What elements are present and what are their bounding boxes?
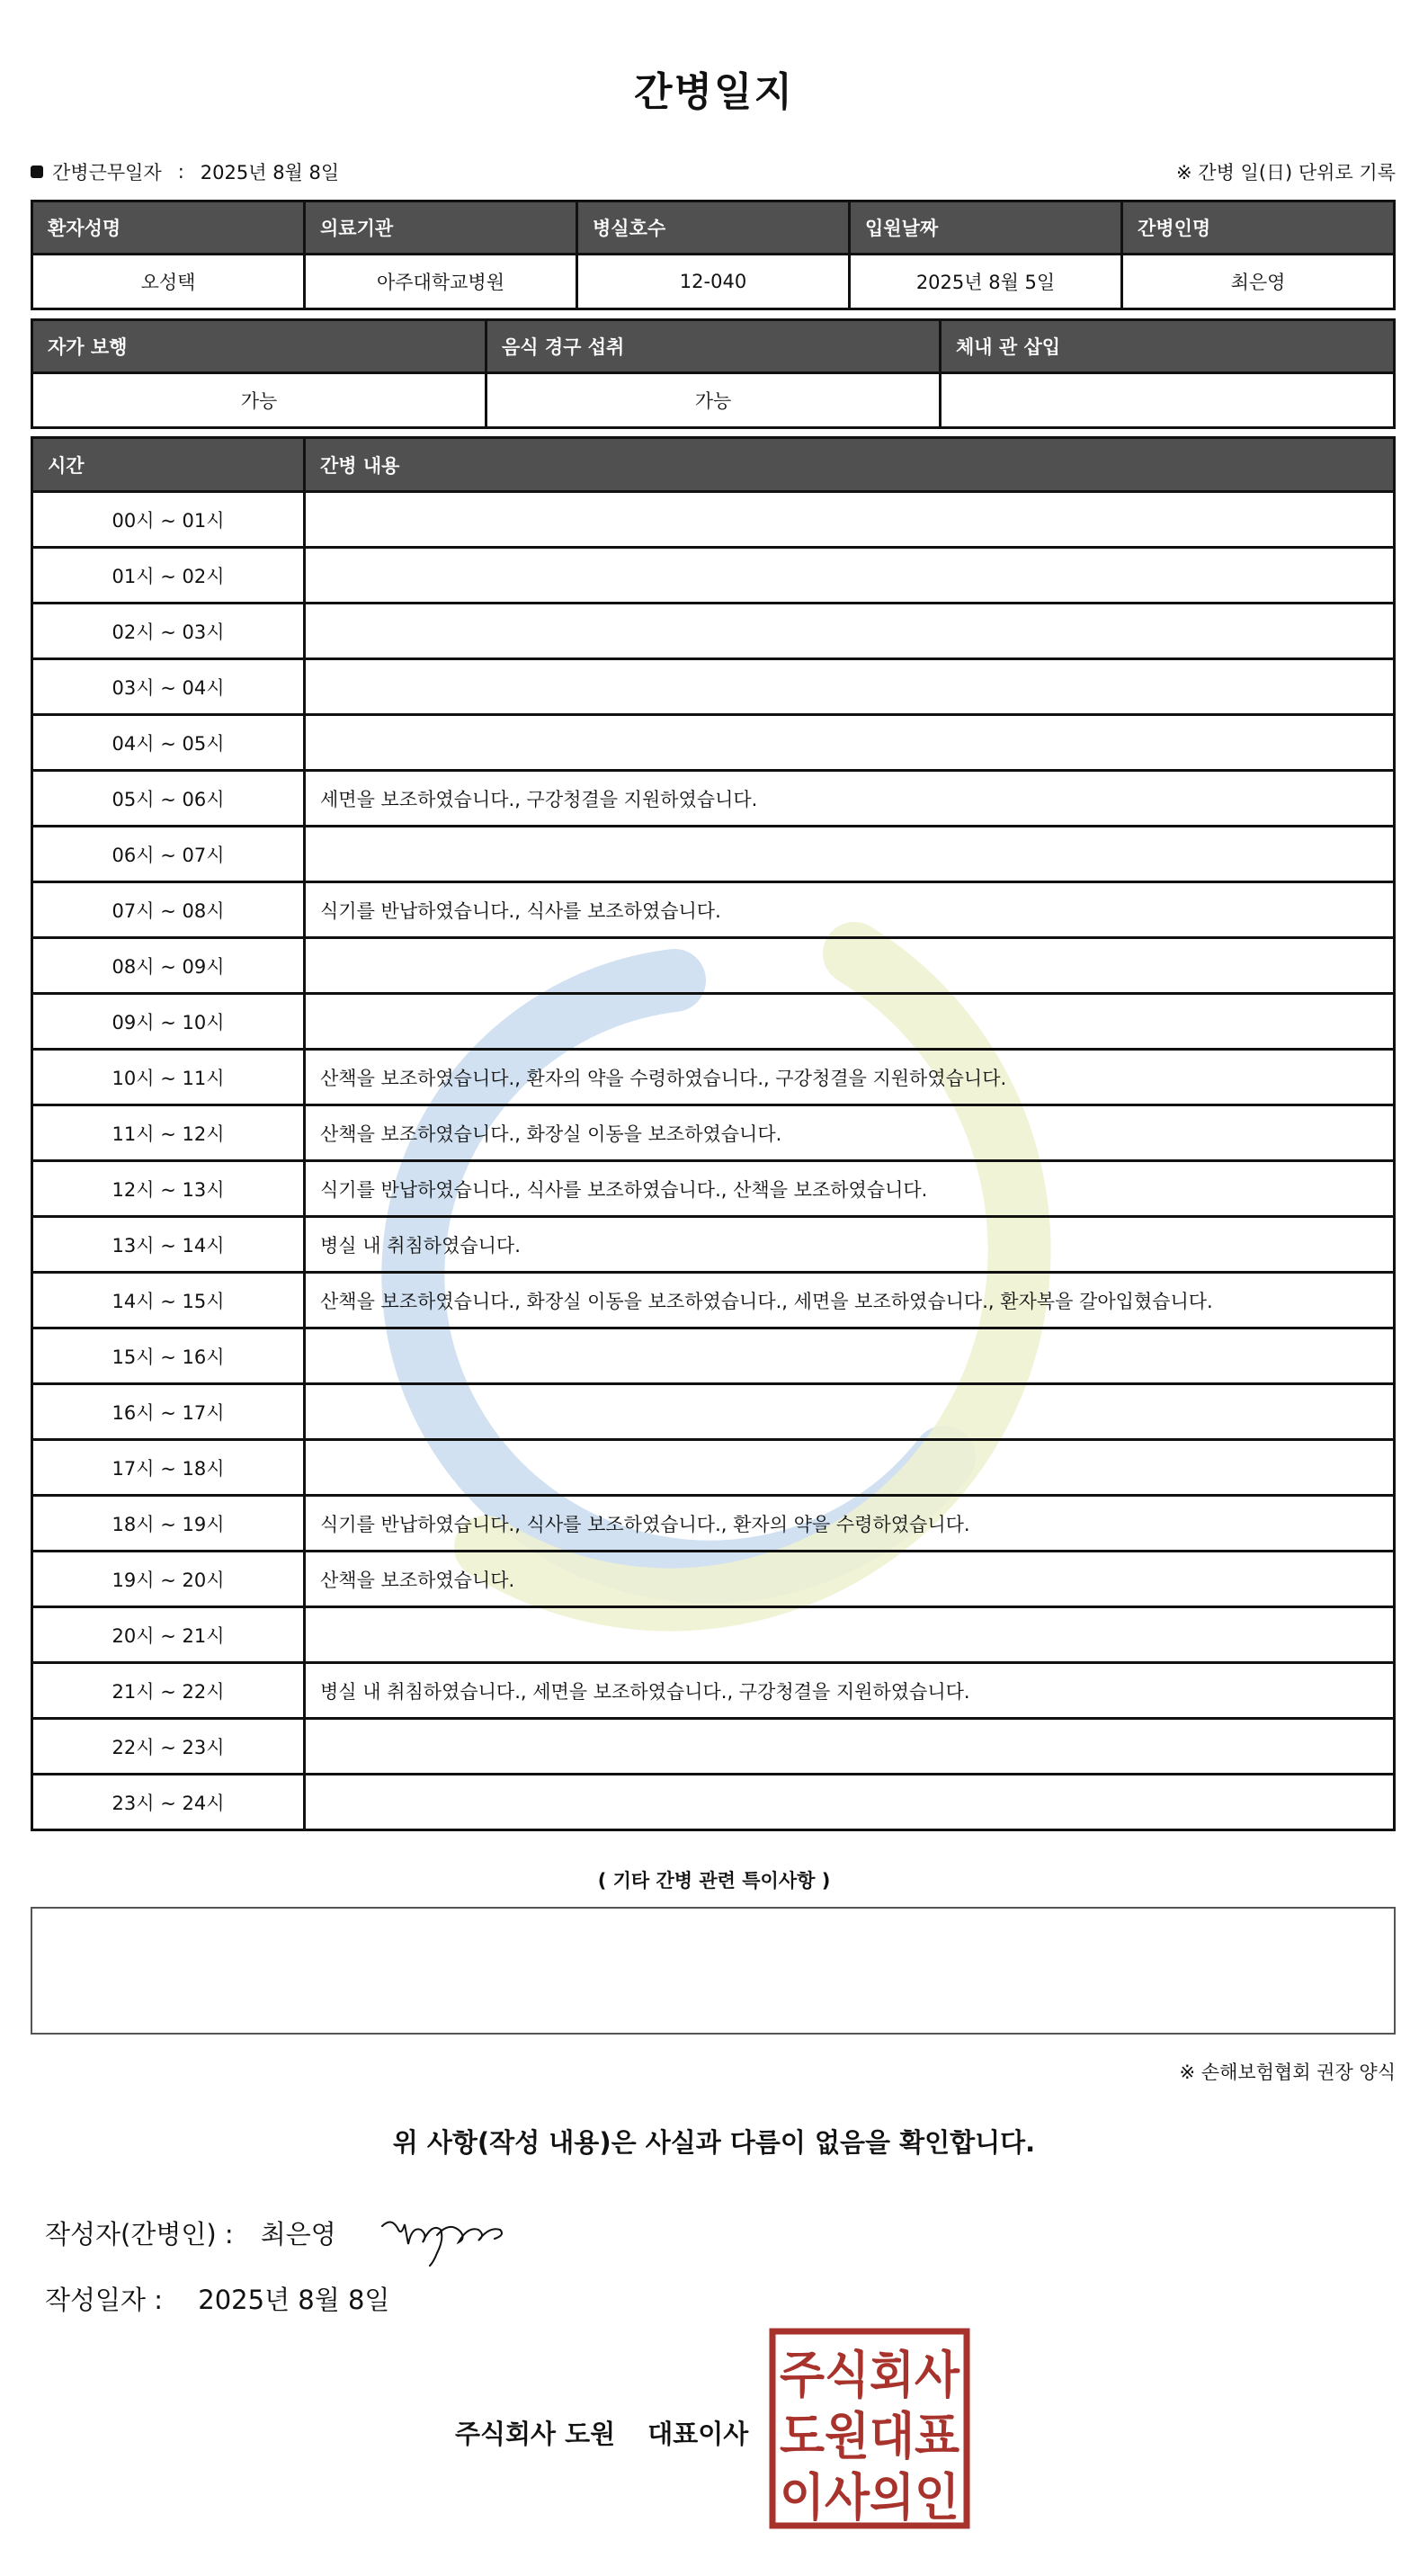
table-row bbox=[32, 1496, 1395, 1552]
patient-status-table bbox=[31, 318, 1396, 429]
care-content bbox=[305, 1607, 1395, 1663]
time-slot: 18시 ~ 19시 bbox=[32, 1496, 305, 1552]
table-row bbox=[32, 771, 1395, 827]
caregiver-name: 최은영 bbox=[1122, 255, 1395, 309]
time-slot: 04시 ~ 05시 bbox=[32, 715, 305, 771]
care-content: 세면을 보조하였습니다., 구강청결을 지원하였습니다. bbox=[305, 771, 1395, 827]
time-slot: 03시 ~ 04시 bbox=[32, 659, 305, 715]
care-content bbox=[305, 994, 1395, 1050]
care-content: 식기를 반납하였습니다., 식사를 보조하였습니다., 산책을 보조하였습니다. bbox=[305, 1161, 1395, 1217]
meta-row bbox=[31, 158, 1396, 185]
table-row bbox=[32, 1607, 1395, 1663]
bullet-icon bbox=[31, 165, 43, 178]
header-oral-intake: 음식 경구 섭취 bbox=[486, 320, 941, 373]
time-slot: 14시 ~ 15시 bbox=[32, 1273, 305, 1328]
table-row bbox=[32, 492, 1395, 548]
care-content: 산책을 보조하였습니다., 화장실 이동을 보조하였습니다. bbox=[305, 1105, 1395, 1161]
time-slot: 23시 ~ 24시 bbox=[32, 1775, 305, 1830]
care-content bbox=[305, 938, 1395, 994]
time-slot: 16시 ~ 17시 bbox=[32, 1384, 305, 1440]
table-row bbox=[32, 1050, 1395, 1105]
table-row bbox=[32, 604, 1395, 659]
table-row bbox=[32, 1328, 1395, 1384]
care-content bbox=[305, 492, 1395, 548]
header-admission-date: 입원날짜 bbox=[850, 201, 1122, 255]
time-slot: 13시 ~ 14시 bbox=[32, 1217, 305, 1273]
table-row bbox=[32, 1273, 1395, 1328]
care-content: 병실 내 취침하였습니다. bbox=[305, 1217, 1395, 1273]
notes-title: ( 기타 간병 관련 특이사항 ) bbox=[597, 1870, 831, 1892]
care-content bbox=[305, 1440, 1395, 1496]
care-content: 산책을 보조하였습니다., 환자의 약을 수령하였습니다., 구강청결을 지원하였습니다. bbox=[305, 1050, 1395, 1105]
table-header-row bbox=[32, 438, 1395, 492]
care-content: 산책을 보조하였습니다., 화장실 이동을 보조하였습니다., 세면을 보조하였습니다., 환자복을 갈아입혔습니다. bbox=[305, 1273, 1395, 1328]
care-content bbox=[305, 1384, 1395, 1440]
table-row bbox=[32, 1552, 1395, 1607]
time-slot: 17시 ~ 18시 bbox=[32, 1440, 305, 1496]
time-slot: 20시 ~ 21시 bbox=[32, 1607, 305, 1663]
time-slot: 07시 ~ 08시 bbox=[32, 882, 305, 938]
care-content bbox=[305, 604, 1395, 659]
table-row bbox=[32, 938, 1395, 994]
tube-insertion-value bbox=[941, 373, 1395, 428]
patient-info-table bbox=[31, 200, 1396, 310]
care-content bbox=[305, 827, 1395, 882]
seal-line-3: 이사의인 bbox=[780, 2469, 959, 2527]
table-header-row bbox=[32, 201, 1395, 255]
header-care-content: 간병 내용 bbox=[305, 438, 1395, 492]
written-date-label: 작성일자 : bbox=[45, 2285, 164, 2315]
notes-box bbox=[31, 1907, 1396, 2035]
care-content bbox=[305, 548, 1395, 604]
table-row bbox=[32, 1217, 1395, 1273]
table-row bbox=[32, 1775, 1395, 1830]
writer-line bbox=[45, 2214, 336, 2251]
company-name: 주식회사 도원 bbox=[455, 2419, 616, 2449]
table-row bbox=[32, 827, 1395, 882]
confirmation-statement: 위 사항(작성 내용)은 사실과 다름이 없음을 확인합니다. bbox=[392, 2127, 1036, 2158]
company-line bbox=[455, 2414, 748, 2451]
seal-line-1: 주식회사 bbox=[780, 2347, 960, 2405]
header-caregiver-name: 간병인명 bbox=[1122, 201, 1395, 255]
time-slot: 09시 ~ 10시 bbox=[32, 994, 305, 1050]
company-seal bbox=[769, 2328, 970, 2529]
header-time: 시간 bbox=[32, 438, 305, 492]
table-row bbox=[32, 255, 1395, 309]
care-content bbox=[305, 715, 1395, 771]
header-patient-name: 환자성명 bbox=[32, 201, 305, 255]
written-date-value: 2025년 8월 8일 bbox=[198, 2285, 390, 2315]
table-row bbox=[32, 1663, 1395, 1719]
care-content bbox=[305, 1328, 1395, 1384]
company-title: 대표이사 bbox=[647, 2419, 749, 2449]
care-content bbox=[305, 1719, 1395, 1775]
table-row bbox=[32, 994, 1395, 1050]
time-slot: 06시 ~ 07시 bbox=[32, 827, 305, 882]
table-header-row bbox=[32, 320, 1395, 373]
self-walking-value: 가능 bbox=[32, 373, 486, 428]
writer-label: 작성자(간병인) : bbox=[45, 2219, 234, 2250]
patient-name: 오성택 bbox=[32, 255, 305, 309]
written-date-line bbox=[45, 2280, 389, 2317]
table-row bbox=[32, 715, 1395, 771]
time-slot: 00시 ~ 01시 bbox=[32, 492, 305, 548]
table-row bbox=[32, 373, 1395, 428]
time-slot: 12시 ~ 13시 bbox=[32, 1161, 305, 1217]
header-self-walking: 자가 보행 bbox=[32, 320, 486, 373]
table-row bbox=[32, 1384, 1395, 1440]
page-title: 간병일지 bbox=[633, 69, 794, 115]
table-row bbox=[32, 1105, 1395, 1161]
signature bbox=[378, 2199, 513, 2271]
table-row bbox=[32, 882, 1395, 938]
time-slot: 08시 ~ 09시 bbox=[32, 938, 305, 994]
admission-date: 2025년 8월 5일 bbox=[850, 255, 1122, 309]
work-date-separator: : bbox=[177, 161, 184, 183]
time-slot: 22시 ~ 23시 bbox=[32, 1719, 305, 1775]
work-date-value: 2025년 8월 8일 bbox=[200, 162, 340, 183]
header-room-number: 병실호수 bbox=[577, 201, 850, 255]
unit-note: ※ 간병 일(日) 단위로 기록 bbox=[1176, 162, 1396, 183]
table-row bbox=[32, 1161, 1395, 1217]
care-content: 식기를 반납하였습니다., 식사를 보조하였습니다., 환자의 약을 수령하였습니다. bbox=[305, 1496, 1395, 1552]
room-number: 12-040 bbox=[577, 255, 850, 309]
time-slot: 21시 ~ 22시 bbox=[32, 1663, 305, 1719]
form-footnote: ※ 손해보험협회 권장 양식 bbox=[1179, 2062, 1396, 2083]
time-slot: 11시 ~ 12시 bbox=[32, 1105, 305, 1161]
time-slot: 10시 ~ 11시 bbox=[32, 1050, 305, 1105]
table-row bbox=[32, 1440, 1395, 1496]
time-slot: 05시 ~ 06시 bbox=[32, 771, 305, 827]
care-content: 식기를 반납하였습니다., 식사를 보조하였습니다. bbox=[305, 882, 1395, 938]
time-slot: 01시 ~ 02시 bbox=[32, 548, 305, 604]
hospital: 아주대학교병원 bbox=[305, 255, 577, 309]
time-slot: 15시 ~ 16시 bbox=[32, 1328, 305, 1384]
care-content bbox=[305, 659, 1395, 715]
time-slot: 19시 ~ 20시 bbox=[32, 1552, 305, 1607]
table-row bbox=[32, 548, 1395, 604]
table-row bbox=[32, 1719, 1395, 1775]
care-content: 병실 내 취침하였습니다., 세면을 보조하였습니다., 구강청결을 지원하였습니다. bbox=[305, 1663, 1395, 1719]
seal-line-2: 도원대표 bbox=[780, 2408, 959, 2466]
writer-name: 최은영 bbox=[260, 2219, 336, 2250]
care-log-table bbox=[31, 436, 1396, 1831]
table-row bbox=[32, 659, 1395, 715]
care-content bbox=[305, 1775, 1395, 1830]
oral-intake-value: 가능 bbox=[486, 373, 941, 428]
header-tube-insertion: 체내 관 삽입 bbox=[941, 320, 1395, 373]
time-slot: 02시 ~ 03시 bbox=[32, 604, 305, 659]
work-date-label: 간병근무일자 bbox=[52, 162, 162, 183]
header-hospital: 의료기관 bbox=[305, 201, 577, 255]
care-content: 산책을 보조하였습니다. bbox=[305, 1552, 1395, 1607]
